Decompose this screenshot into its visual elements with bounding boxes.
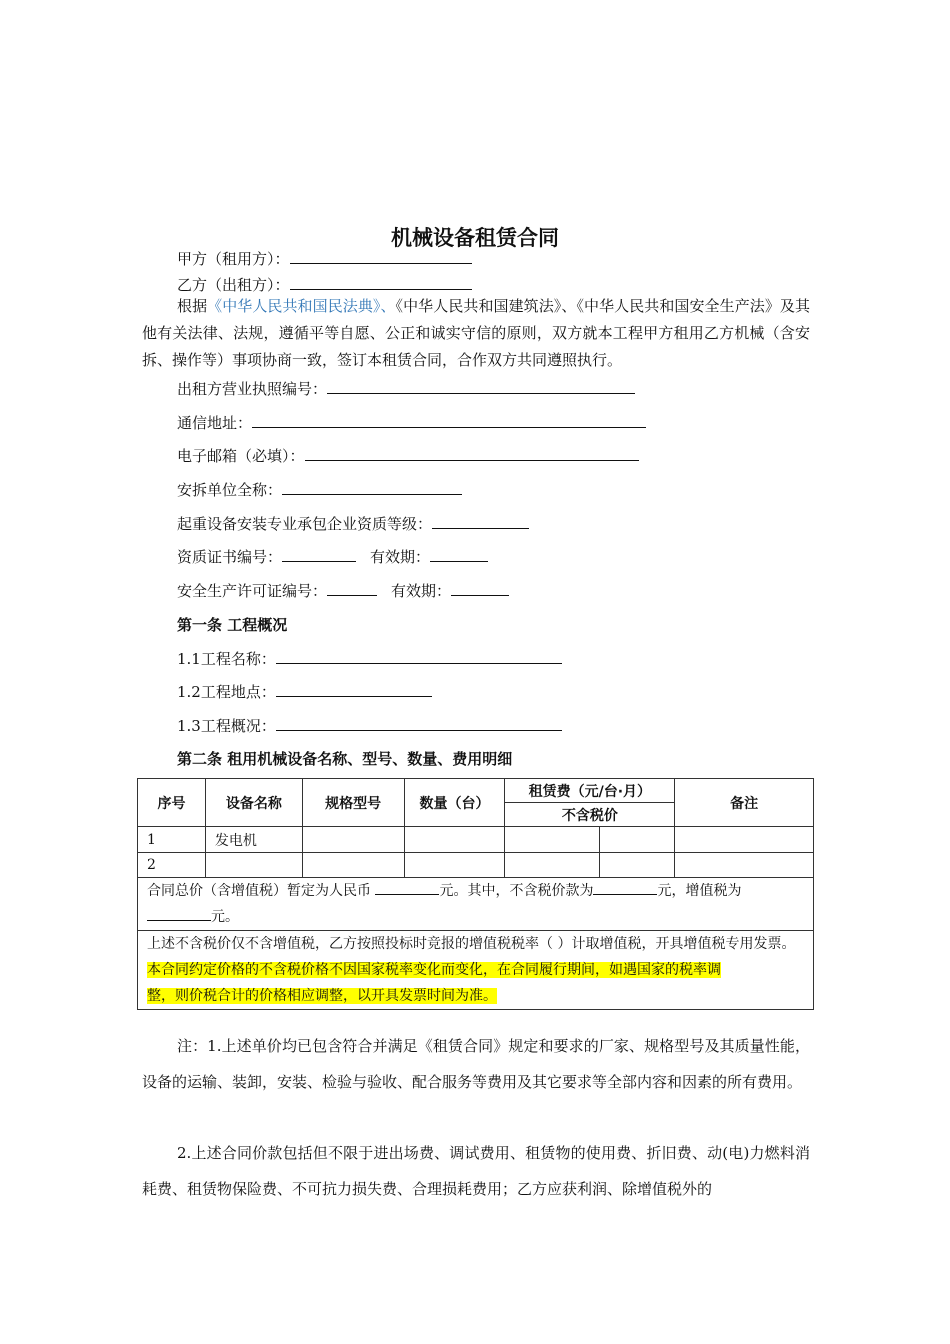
row-remark[interactable] (675, 827, 814, 853)
cert-blank[interactable] (282, 547, 356, 562)
total-text-1: 合同总价（含增值税）暂定为人民币 (147, 883, 376, 899)
row-seq: 2 (138, 853, 206, 878)
header-name: 设备名称 (205, 779, 302, 827)
intro-paragraph (142, 293, 810, 374)
row-fee-b[interactable] (600, 827, 675, 853)
row-fee-b[interactable] (600, 853, 675, 878)
note-2: 2.上述合同价款包括但不限于进出场费、调试费用、租赁物的使用费、折旧费、动(电)力燃料消耗费、租赁物保险费、不可抗力损失费、合理损耗费用；乙方应获利润、除增值税外的 (142, 1144, 810, 1198)
row-model[interactable] (302, 853, 404, 878)
project-overview-blank[interactable] (276, 716, 562, 731)
pretax-blank[interactable] (593, 880, 657, 895)
party-a-line (177, 248, 472, 269)
equipment-table (137, 778, 814, 1010)
total-cell (138, 878, 814, 931)
row-fee-a[interactable] (505, 853, 600, 878)
row-name[interactable] (205, 853, 302, 878)
total-text-4: 元。 (211, 909, 239, 925)
email-line (177, 445, 639, 466)
cert-line (177, 546, 488, 567)
header-fee-sub: 不含税价 (505, 803, 675, 827)
row-model[interactable] (302, 827, 404, 853)
row-fee-a[interactable] (505, 827, 600, 853)
total-text-3: 元，增值税为 (657, 883, 742, 899)
tax-note-row (138, 931, 814, 1010)
safety-valid-label: 有效期： (391, 582, 452, 600)
row-qty[interactable] (404, 853, 505, 878)
header-fee: 租赁费（元/台·月） (505, 779, 675, 803)
project-overview-label: 1.3工程概况： (177, 717, 276, 735)
installer-blank[interactable] (282, 480, 462, 495)
article2-heading: 第二条 租用机械设备名称、型号、数量、费用明细 (177, 750, 513, 768)
header-qty: 数量（台） (404, 779, 505, 827)
email-blank[interactable] (305, 446, 639, 461)
header-model: 规格型号 (302, 779, 404, 827)
note-1: 注：1.上述单价均已包含符合并满足《租赁合同》规定和要求的厂家、规格型号及其质量性能，设备的运输、装卸，安装、检验与验收、配合服务等费用及其它要求等全部内容和因素的所有费用。 (142, 1037, 810, 1091)
license-label: 出租方营业执照编号： (177, 380, 328, 398)
header-seq: 序号 (138, 779, 206, 827)
project-location-blank[interactable] (276, 682, 432, 697)
safety-label: 安全生产许可证编号： (177, 582, 328, 600)
table-row (138, 853, 814, 878)
party-b-label: 乙方（出租方）： (177, 276, 290, 294)
project-overview-line (177, 715, 562, 736)
cert-valid-label: 有效期： (370, 548, 431, 566)
project-name-label: 1.1工程名称： (177, 650, 276, 668)
civil-code-link[interactable]: 《中华人民共和国民法典》、 (207, 297, 396, 315)
table-row (138, 827, 814, 853)
total-blank[interactable] (375, 880, 439, 895)
total-row (138, 878, 814, 931)
total-text-2: 元。其中，不含税价款为 (439, 883, 594, 899)
project-location-label: 1.2工程地点： (177, 683, 276, 701)
row-name: 发电机 (205, 827, 302, 853)
party-b-line (177, 274, 472, 295)
address-label: 通信地址： (177, 414, 253, 432)
address-blank[interactable] (252, 413, 646, 428)
project-name-line (177, 648, 562, 669)
header-remark: 备注 (675, 779, 814, 827)
party-b-blank[interactable] (290, 275, 472, 290)
installer-line (177, 479, 462, 500)
address-line (177, 412, 646, 433)
project-location-line (177, 681, 432, 702)
email-label: 电子邮箱（必填）： (177, 447, 305, 465)
safety-valid-blank[interactable] (451, 581, 509, 596)
document-title: 机械设备租赁合同 (391, 226, 559, 250)
highlighted-note: 本合同约定价格的不含税价格不因国家税率变化而变化，在合同履行期间，如遇国家的税率调整，则价税合计的价格相应调整，以开具发票时间为准。 (147, 962, 721, 1004)
qualification-label: 起重设备安装专业承包企业资质等级： (177, 515, 433, 533)
safety-blank[interactable] (327, 581, 377, 596)
tax-note: 上述不含税价仅不含增值税，乙方按照投标时竞报的增值税税率（ ）计取增值税，开具增值税专用发票。 (147, 936, 796, 952)
license-blank[interactable] (327, 379, 635, 394)
cert-valid-blank[interactable] (430, 547, 488, 562)
row-remark[interactable] (675, 853, 814, 878)
vat-blank[interactable] (147, 906, 211, 921)
project-name-blank[interactable] (276, 649, 562, 664)
license-line (177, 378, 635, 399)
tax-note-cell (138, 931, 814, 1010)
intro-rest: 《中华人民共和国建筑法》、《中华人民共和国安全生产法》及其他有关法律、法规，遵循平等自愿、公正和诚实守信的原则，双方就本工程甲方租用乙方机械（含安拆、操作等）事项协商一致，签订本租赁合同，合作双方共同遵照执行。 (142, 297, 810, 369)
article1-heading: 第一条 工程概况 (177, 616, 288, 634)
cert-label: 资质证书编号： (177, 548, 283, 566)
intro-prefix: 根据 (177, 297, 208, 315)
party-a-blank[interactable] (290, 249, 472, 264)
party-a-label: 甲方（租用方）： (177, 250, 290, 268)
row-qty[interactable] (404, 827, 505, 853)
safety-line (177, 580, 509, 601)
qualification-blank[interactable] (432, 514, 529, 529)
installer-label: 安拆单位全称： (177, 481, 283, 499)
row-seq: 1 (138, 827, 206, 853)
qualification-line (177, 513, 529, 534)
